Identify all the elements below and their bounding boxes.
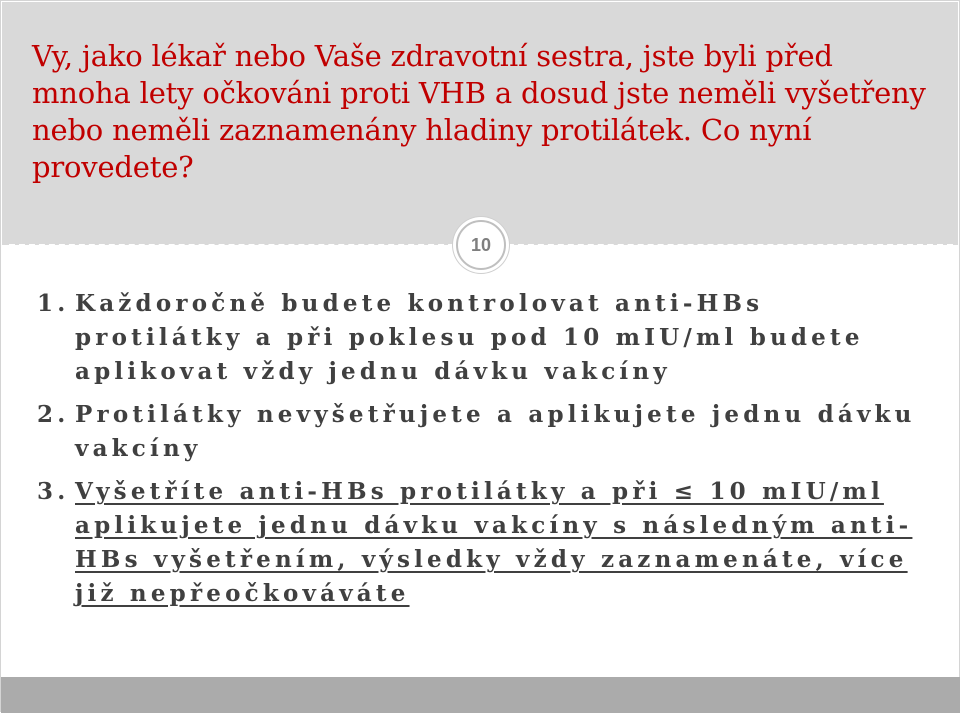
answer-option-2 [37,398,937,466]
slide-number-badge [456,220,506,270]
title-band [2,2,958,245]
footer-bar [1,677,960,713]
answer-number: 1. [37,290,70,317]
slide-title: Vy, jako lékař nebo Vaše zdravotní sestra, jste byli před mnoha lety očkováni proti VHB a dosud jste neměli vyšetřeny nebo neměli zaznamenány hladiny protilátek. Co nyní provedete? [32,39,926,184]
slide-number: 10 [470,235,492,255]
answer-text: Vyšetříte anti-HBs protilátky a při ≤ 10 mIU/ml aplikujete jednu dávku vakcíny s následným anti-HBs vyšetřením, výsledky vždy zaznamenáte, více již nepřeočkováváte [75,478,913,607]
answer-number: 2. [37,401,70,428]
answer-text: Každoročně budete kontrolovat anti-HBs protilátky a při poklesu pod 10 mIU/ml budete aplikovat vždy jednu dávku vakcíny [75,290,864,385]
answer-text: Protilátky nevyšetřujete a aplikujete jednu dávku vakcíny [75,401,916,462]
answer-number: 3. [37,478,70,505]
answer-option-3 [37,475,937,611]
answer-list [37,287,937,611]
answer-option-1 [37,287,937,389]
